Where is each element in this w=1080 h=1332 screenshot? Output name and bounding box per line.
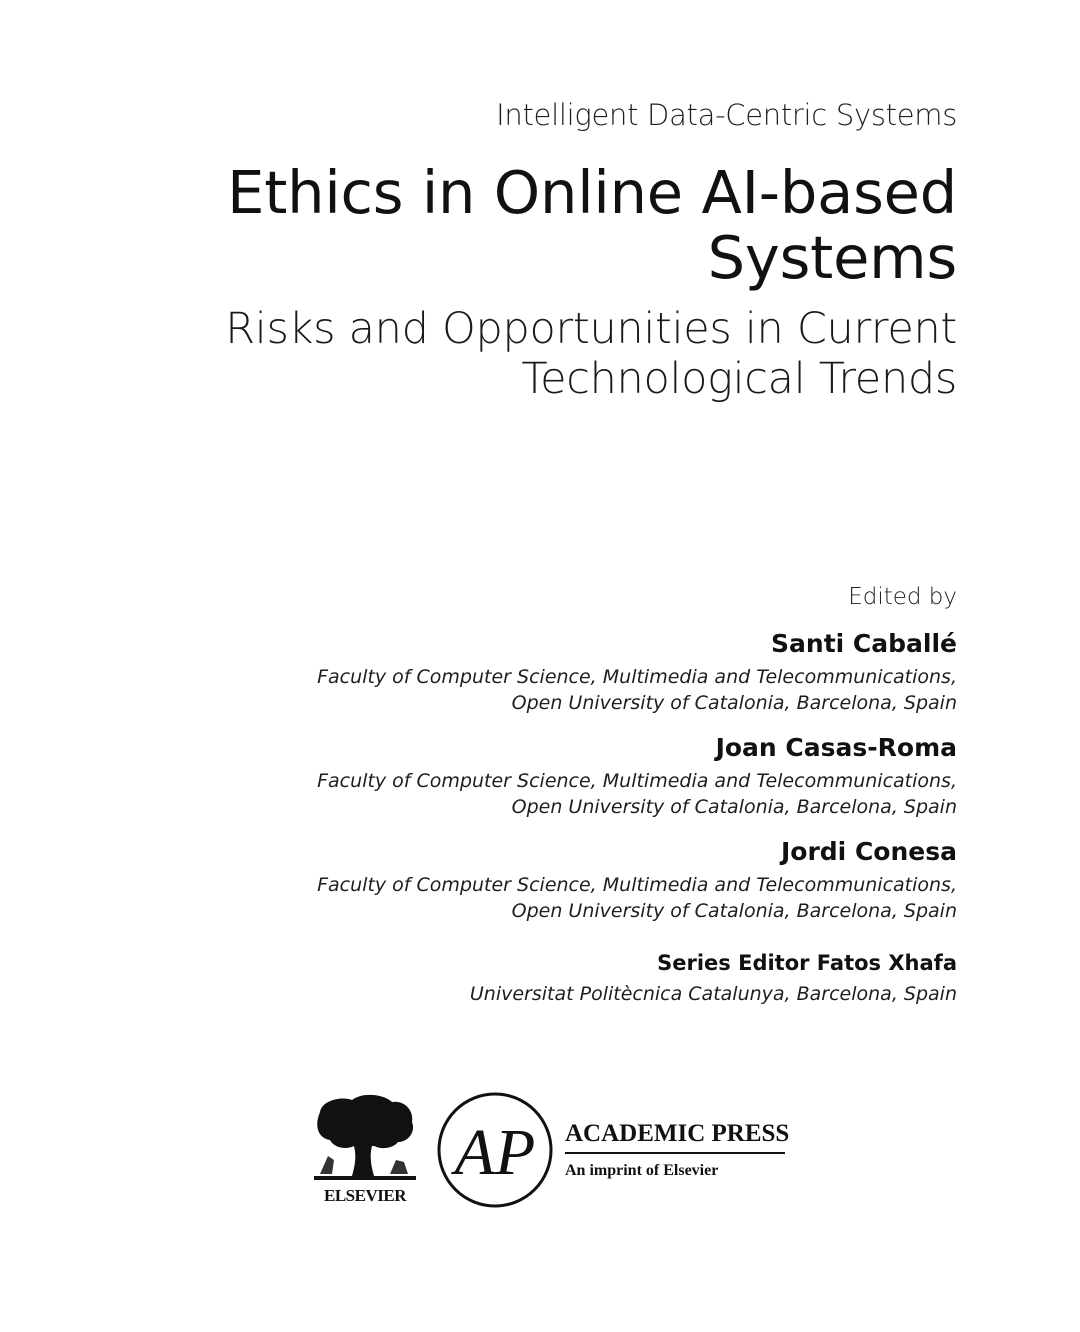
editor-affiliation-line: Open University of Catalonia, Barcelona, Spain [511,692,957,714]
academic-press-ap-logo-icon [439,1094,551,1206]
series-editor: Series Editor Fatos Xhafa [657,951,957,975]
book-subtitle-line-1: Risks and Opportunities in Current [225,304,957,354]
editor-name: Santi Caballé [771,629,957,658]
book-title [227,160,957,290]
editor-name: Jordi Conesa [780,837,957,866]
book-title-line-2: Systems [707,223,957,292]
elsevier-tree-icon [314,1095,416,1180]
editor-affiliation [317,872,957,924]
editor-affiliation-line: Faculty of Computer Science, Multimedia and Telecommunications, [317,874,957,896]
publisher-imprint: An imprint of Elsevier [565,1162,719,1179]
series-editor-affiliation: Universitat Politècnica Catalunya, Barcelona, Spain [469,983,957,1005]
book-title-line-1: Ethics in Online AI-based [227,158,957,227]
book-subtitle-line-2: Technological Trends [521,354,957,404]
editor-affiliation [317,664,957,716]
editor-affiliation-line: Faculty of Computer Science, Multimedia and Telecommunications, [317,770,957,792]
editor-affiliation-line: Open University of Catalonia, Barcelona, Spain [511,796,957,818]
editor-name: Joan Casas-Roma [715,733,957,762]
publisher-divider [565,1152,785,1154]
editor-affiliation-line: Open University of Catalonia, Barcelona, Spain [511,900,957,922]
editor-affiliation [317,768,957,820]
book-subtitle [225,304,957,404]
ap-monogram: AP [454,1116,536,1189]
elsevier-wordmark: ELSEVIER [324,1186,406,1205]
edited-by-label: Edited by [848,584,957,610]
publisher-name: ACADEMIC PRESS [565,1120,790,1147]
editor-affiliation-line: Faculty of Computer Science, Multimedia and Telecommunications, [317,666,957,688]
series-title: Intelligent Data-Centric Systems [496,98,957,132]
